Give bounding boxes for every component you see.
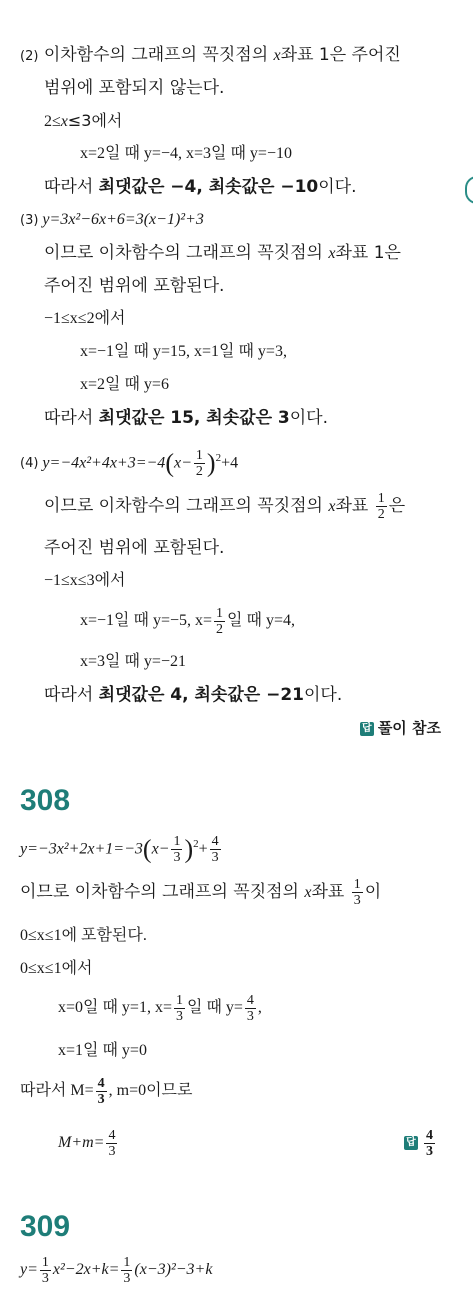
p3-conclusion: 따라서 최댓값은 15, 최솟값은 3이다. xyxy=(44,408,328,428)
answer-badge: 답 xyxy=(404,1136,418,1150)
q308-range: 0≤x≤1에서 xyxy=(20,960,93,977)
fraction: $\frac{4}{3}$ xyxy=(108,1127,116,1159)
item-number-2: (2) xyxy=(20,49,39,64)
p2-line2: 범위에 포함되지 않는다. xyxy=(44,78,225,98)
fraction: $\frac{4}{3}$ xyxy=(246,992,254,1024)
fraction: $\frac{4}{3}$ xyxy=(97,1075,105,1107)
p4-values-2: x=3일 때 y=−21 xyxy=(80,653,186,670)
q308-line2: 이므로 이차함수의 그래프의 꼭짓점의 x좌표 $\frac{1}{3}$ 이 xyxy=(20,876,382,908)
q308-values-2: x=1일 때 y=0 xyxy=(58,1042,147,1059)
fraction: $\frac{1}{2}$ xyxy=(377,490,385,522)
q308-line3: 0≤x≤1에 포함된다. xyxy=(20,927,147,944)
q308-line1: y=−3x²+2x+1=−3(x− $\frac{1}{3}$ )$^2$+ $\frac{4}{3}$ xyxy=(20,834,219,866)
p4-line1: (4) y=−4x²+4x+3=−4(x− $\frac{1}{2}$ )$^2$+4 xyxy=(20,440,238,482)
p3-values-2: x=2일 때 y=6 xyxy=(80,376,169,393)
p4-line3: 주어진 범위에 포함된다. xyxy=(44,538,225,558)
fraction: $\frac{1}{3}$ xyxy=(123,1254,131,1286)
item-number-3: (3) xyxy=(20,213,39,228)
p3-line2: 이므로 이차함수의 그래프의 꼭짓점의 x좌표 1은 xyxy=(44,243,401,263)
p2-conclusion: 따라서 최댓값은 −4, 최솟값은 −10이다. xyxy=(44,177,357,197)
fraction: $\frac{1}{2}$ xyxy=(216,605,224,637)
p4-conclusion: 따라서 최댓값은 4, 최솟값은 −21이다. xyxy=(44,685,343,705)
p3-values-1: x=−1일 때 y=15, x=1일 때 y=3, xyxy=(80,343,287,360)
p3-line1: (3) y=3x²−6x+6=3(x−1)²+3 xyxy=(20,209,204,232)
p2-line1: (2) 이차함수의 그래프의 꼭짓점의 x좌표 1은 주어진 xyxy=(20,44,401,68)
fraction: $\frac{4}{3}$ xyxy=(426,1127,433,1159)
q308-line8: M+m= $\frac{4}{3}$ xyxy=(58,1127,116,1159)
item-number-4: (4) xyxy=(20,456,39,472)
q308-answer xyxy=(404,1125,437,1161)
fraction: $\frac{1}{3}$ xyxy=(175,992,183,1024)
fraction: $\frac{4}{3}$ xyxy=(211,834,219,866)
fraction: $\frac{1}{3}$ xyxy=(353,876,361,908)
page-edge-tab xyxy=(465,176,473,204)
p4-range: −1≤x≤3에서 xyxy=(44,572,126,589)
p3-range: −1≤x≤2에서 xyxy=(44,310,126,327)
fraction: $\frac{1}{3}$ xyxy=(173,834,181,866)
p4-line2: 이므로 이차함수의 그래프의 꼭짓점의 x좌표 $\frac{1}{2}$ 은 xyxy=(44,490,406,522)
fraction: $\frac{1}{3}$ xyxy=(41,1254,49,1286)
p4-values-1: x=−1일 때 y=−5, x= $\frac{1}{2}$ 일 때 y=4, xyxy=(80,605,295,637)
q308-values-1: x=0일 때 y=1, x= $\frac{1}{3}$ 일 때 y= $\frac{4}{3}$ , xyxy=(58,992,262,1024)
p2-values: x=2일 때 y=−4, x=3일 때 y=−10 xyxy=(80,145,292,162)
p2-range: 2≤x≤3에서 xyxy=(44,111,123,130)
problem-number-308: 308 xyxy=(20,784,71,817)
answer-badge: 답 xyxy=(360,722,374,736)
fraction: $\frac{1}{2}$ xyxy=(195,448,203,480)
p3-line3: 주어진 범위에 포함된다. xyxy=(44,276,225,296)
p4-answer: 답 풀이 참조 xyxy=(360,717,441,739)
q309-line1: y= $\frac{1}{3}$ x²−2x+k= $\frac{1}{3}$ (x−3)²−3+k xyxy=(20,1254,213,1286)
problem-number-309: 309 xyxy=(20,1210,71,1243)
q308-line7: 따라서 M= $\frac{4}{3}$ , m=0이므로 xyxy=(20,1075,193,1107)
